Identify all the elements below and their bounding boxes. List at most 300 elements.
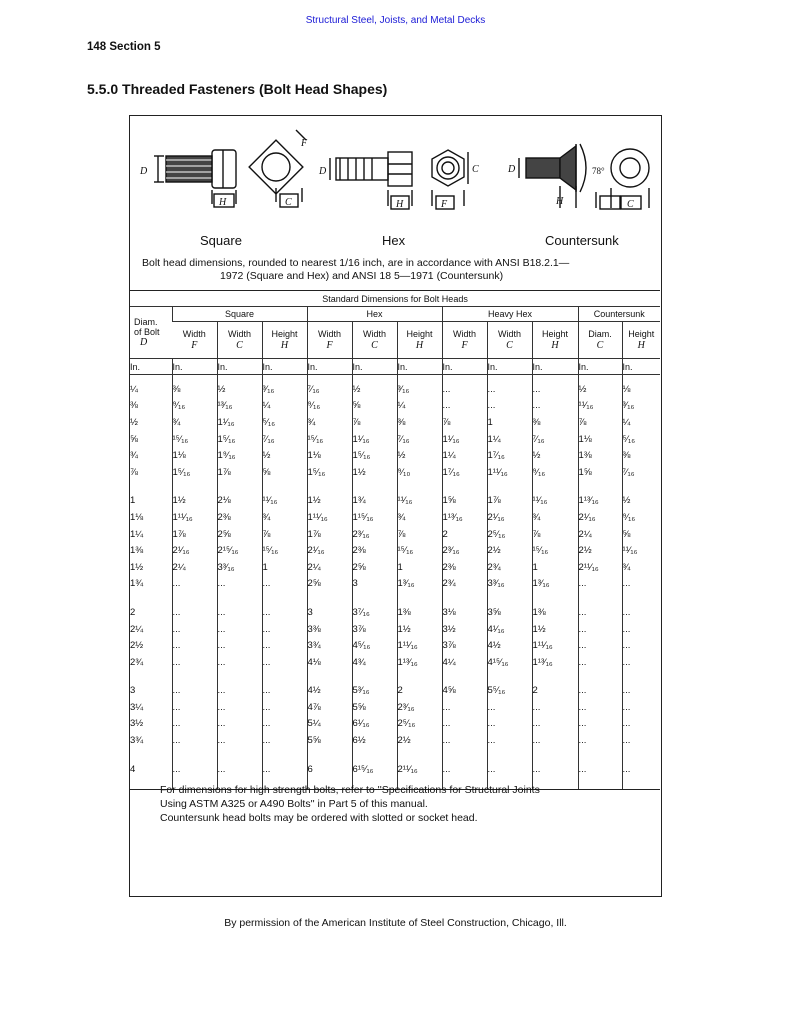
dimension-cell: ...	[532, 398, 578, 415]
dimension-cell: 1⁵⁄₁₆	[217, 431, 262, 448]
dimension-cell: ½	[262, 447, 307, 464]
svg-text:C: C	[285, 197, 292, 208]
dimension-cell: 1	[487, 414, 532, 431]
column-header: Width F	[182, 329, 206, 351]
svg-text:F: F	[301, 138, 308, 149]
permission-credit: By permission of the American Institute of Steel Construction, Chicago, Ill.	[224, 917, 567, 929]
dimension-cell: 2¼	[578, 526, 622, 543]
dimension-cell: ...	[172, 699, 217, 716]
dimension-cell: 2⅜	[442, 559, 487, 576]
dimension-cell: ¾	[262, 509, 307, 526]
dimension-cell: 2³⁄₁₆	[352, 526, 397, 543]
dimension-cell: 5⅝	[352, 699, 397, 716]
footnote-line-1: For dimensions for high strength bolts, refer to ''Specifications for Structural Joints	[160, 784, 540, 796]
label-d-square: D	[140, 166, 148, 177]
dimension-cell: ...	[578, 761, 622, 778]
unit-cell: In.	[130, 359, 172, 375]
dimension-cell: 1⅞	[217, 464, 262, 481]
dimension-cell: 2¹⁄₁₆	[307, 542, 352, 559]
dimension-cell: 2⅜	[217, 509, 262, 526]
dimension-cell: ⅜	[532, 414, 578, 431]
unit-cell: In.	[217, 359, 262, 375]
dimension-cell: ...	[622, 637, 660, 654]
dimension-cell: ½	[622, 493, 660, 510]
dimension-cell: ⅞	[442, 414, 487, 431]
dimension-cell: ...	[578, 637, 622, 654]
dimension-cell: 1¹³⁄₁₆	[397, 654, 442, 671]
unit-cell: In.	[532, 359, 578, 375]
dimension-cell: 1⅜	[578, 447, 622, 464]
dimension-cell: 3	[352, 576, 397, 593]
dimension-cell: ¹¹⁄₁₆	[262, 493, 307, 510]
dimension-cell: ...	[262, 637, 307, 654]
svg-text:H: H	[396, 199, 404, 210]
dimension-cell: ⅜	[397, 414, 442, 431]
dimension-cell: ¾	[622, 559, 660, 576]
dimension-cell: 3³⁄₁₆	[217, 559, 262, 576]
bolt-diameter-cell: 1	[130, 495, 136, 507]
dimension-cell: 1¹¹⁄₁₆	[397, 637, 442, 654]
dimension-cell: 4⅞	[307, 699, 352, 716]
table-row	[130, 604, 660, 621]
dimension-cell: 3¾	[307, 637, 352, 654]
dimension-cell: ...	[262, 604, 307, 621]
dimension-cell: 4½	[487, 637, 532, 654]
dimension-cell: ¾	[532, 509, 578, 526]
table-row	[130, 447, 660, 464]
shape-label-hex: Hex	[382, 233, 406, 248]
dimension-cell: ...	[622, 716, 660, 733]
bolt-diameter-cell: 1⅛	[130, 511, 144, 523]
dimension-cell: 1⅝	[442, 493, 487, 510]
dimension-cell: ¹⁵⁄₁₆	[307, 431, 352, 448]
dimension-cell: 2¼	[172, 559, 217, 576]
dimension-cell: ⁹⁄₁₀	[397, 464, 442, 481]
dimension-cell: ...	[487, 398, 532, 415]
dimension-cell: 1¼	[487, 431, 532, 448]
dimension-cell: 2	[442, 526, 487, 543]
dimension-cell: ...	[622, 732, 660, 749]
dimension-cell: ...	[172, 637, 217, 654]
dimension-cell: ...	[217, 683, 262, 700]
dimension-cell: ...	[442, 761, 487, 778]
dimension-cell: 2¾	[442, 576, 487, 593]
dimension-cell: ⅞	[262, 526, 307, 543]
column-header: Width F	[307, 322, 352, 359]
dimension-cell: ...	[442, 699, 487, 716]
page-number-section: 148 Section 5	[87, 41, 161, 53]
dimension-cell: 1⅝	[578, 464, 622, 481]
dimension-cell: 1³⁄₁₆	[532, 576, 578, 593]
dimension-cell: 4⅛	[307, 654, 352, 671]
dimension-cell: ¹¹⁄₁₆	[397, 493, 442, 510]
dimension-cell: ...	[217, 716, 262, 733]
dimension-cell: 3³⁄₁₆	[487, 576, 532, 593]
dimension-cell: ¼	[622, 414, 660, 431]
dimension-cell: 1⅜	[532, 604, 578, 621]
dimension-cell: 3½	[442, 621, 487, 638]
bolt-diameter-cell: ¼	[130, 383, 138, 395]
dimension-cell: ⅝	[622, 526, 660, 543]
dimension-cell: ⅜	[172, 381, 217, 398]
dimension-cell: 1¹⁄₁₆	[352, 431, 397, 448]
dimension-cell: ...	[532, 761, 578, 778]
dimension-cell: 1¾	[352, 493, 397, 510]
dimension-cell: 1¹¹⁄₁₆	[307, 509, 352, 526]
dimension-cell: ...	[442, 398, 487, 415]
dimension-cell: ¼	[397, 398, 442, 415]
table-row	[130, 654, 660, 671]
dimension-cell: 4¹⁄₁₆	[487, 621, 532, 638]
column-header: Height H	[532, 322, 578, 359]
dimension-cell: 5⁵⁄₁₆	[487, 683, 532, 700]
dimension-cell: 6	[307, 761, 352, 778]
dimension-cell: 4¹⁵⁄₁₆	[487, 654, 532, 671]
dimension-cell: 1⅞	[172, 526, 217, 543]
unit-cell: In.	[172, 359, 217, 375]
dimension-cell: 3⅞	[352, 621, 397, 638]
dimension-cell: ...	[262, 732, 307, 749]
dimension-cell: 1½	[397, 621, 442, 638]
dimension-cell: ...	[532, 716, 578, 733]
dimension-cell: 2¹¹⁄₁₆	[397, 761, 442, 778]
dimension-cell: 2¹⁵⁄₁₆	[217, 542, 262, 559]
dimension-cell: ³⁄₁₆	[262, 381, 307, 398]
dimension-cell: 1⅛	[172, 447, 217, 464]
dimension-cell: ...	[172, 683, 217, 700]
unit-cell: In.	[307, 359, 352, 375]
dimension-cell: 1¼	[442, 447, 487, 464]
dimension-cell: ³⁄₁₆	[397, 381, 442, 398]
unit-cell: In.	[487, 359, 532, 375]
table-row	[130, 576, 660, 593]
dimension-cell: 3⅜	[307, 621, 352, 638]
dimension-cell: 2⅜	[352, 542, 397, 559]
table-row	[130, 509, 660, 526]
square-head-top-icon	[249, 130, 306, 207]
dimension-cell: ¹¹⁄₁₆	[622, 542, 660, 559]
dimension-cell: 1⅛	[578, 431, 622, 448]
dimension-cell: 2½	[397, 732, 442, 749]
dimension-cell: 1	[532, 559, 578, 576]
dimension-cell: 2¹⁄₁₆	[172, 542, 217, 559]
dimension-cell: ½	[217, 381, 262, 398]
dimension-cell: ⁷⁄₁₆	[307, 381, 352, 398]
dimension-cell: ...	[622, 604, 660, 621]
dimension-cell: 2³⁄₁₆	[397, 699, 442, 716]
table-body	[130, 375, 660, 790]
dimension-cell: 4⁵⁄₁₆	[352, 637, 397, 654]
table-row	[130, 526, 660, 543]
dimension-cell: 1⅜	[397, 604, 442, 621]
table-row	[130, 621, 660, 638]
dimension-cell: 2³⁄₁₆	[442, 542, 487, 559]
footnote-line-2: Using ASTM A325 or A490 Bolts'' in Part 5 of this manual.	[160, 798, 428, 810]
dimension-cell: 1⁷⁄₁₆	[442, 464, 487, 481]
svg-text:C: C	[627, 199, 634, 210]
table-row	[130, 732, 660, 749]
dimension-cell: ...	[622, 621, 660, 638]
dimension-cell: ...	[217, 621, 262, 638]
column-header: Height H	[262, 322, 307, 359]
dimension-cell: 4⅝	[442, 683, 487, 700]
bolt-diameter-cell: ⅜	[130, 400, 138, 412]
dimension-cell: 3⅛	[442, 604, 487, 621]
dimension-cell: ...	[578, 683, 622, 700]
bolt-diameter-cell: 2	[130, 606, 136, 618]
column-header: Width C	[487, 322, 532, 359]
bolt-diameter-cell: 1¾	[130, 578, 144, 590]
dimension-cell: ¹¹⁄₁₆	[578, 398, 622, 415]
dimension-cell: ⅞	[397, 526, 442, 543]
countersunk-bolt-side-icon	[519, 144, 620, 209]
dimension-cell: ¼	[262, 398, 307, 415]
dimension-cell: ⁷⁄₁₆	[622, 464, 660, 481]
dimension-cell: 1¹⁄₁₆	[217, 414, 262, 431]
svg-text:C: C	[472, 164, 479, 175]
dimension-cell: ...	[442, 716, 487, 733]
table-row	[130, 637, 660, 654]
dimension-cell: 5⅝	[307, 732, 352, 749]
table-row	[130, 542, 660, 559]
svg-text:F: F	[441, 199, 448, 210]
figure-footnote	[160, 783, 650, 825]
dimension-cell: 6½	[352, 732, 397, 749]
bolt-dimensions-table	[130, 290, 660, 790]
bolt-diameter-cell: 3½	[130, 718, 144, 730]
dimension-cell: ⅝	[352, 398, 397, 415]
group-hex: Hex	[307, 307, 442, 322]
dimension-cell: ...	[532, 699, 578, 716]
dimension-cell: 3⁷⁄₁₆	[352, 604, 397, 621]
svg-text:78°: 78°	[592, 166, 605, 176]
bolt-diameter-cell: 1⅜	[130, 545, 144, 557]
dimension-cell: ⁷⁄₁₆	[262, 431, 307, 448]
table-row	[130, 716, 660, 733]
dimension-cell: ...	[487, 381, 532, 398]
dimension-cell: 5¼	[307, 716, 352, 733]
hex-head-top-icon	[432, 150, 468, 209]
unit-cell: In.	[397, 359, 442, 375]
dimension-cell: ³⁄₁₆	[622, 398, 660, 415]
dimension-cell: ...	[262, 683, 307, 700]
table-row	[130, 414, 660, 431]
diam-header: Diam. of Bolt D	[130, 307, 172, 359]
dimension-cell: 2¼	[307, 559, 352, 576]
group-countersunk: Countersunk	[578, 307, 660, 322]
bolt-diameter-cell: 1¼	[130, 528, 144, 540]
dimension-cell: ...	[217, 604, 262, 621]
table-row	[130, 683, 660, 700]
dimension-cell: 1⁷⁄₁₆	[487, 447, 532, 464]
units-row	[130, 359, 660, 375]
table-row	[130, 493, 660, 510]
dimension-cell: 1¹⁄₁₆	[442, 431, 487, 448]
dimension-cell: 3⅝	[487, 604, 532, 621]
dimension-cell: ...	[442, 732, 487, 749]
dimension-cell: 1¹³⁄₁₆	[578, 493, 622, 510]
dimension-cell: ¹⁵⁄₁₆	[532, 542, 578, 559]
dimension-cell: ...	[262, 699, 307, 716]
table-row	[130, 431, 660, 448]
unit-cell: In.	[262, 359, 307, 375]
dimension-cell: ...	[172, 732, 217, 749]
dimension-cell: ...	[622, 576, 660, 593]
dimension-cell: 1½	[532, 621, 578, 638]
bolt-diameter-cell: 3	[130, 685, 136, 697]
note-line-1: Bolt head dimensions, rounded to nearest 1/16 inch, are in accordance with ANSI B18.2.1—	[142, 257, 570, 269]
column-header: Height H	[622, 322, 660, 359]
dimension-cell: ½	[352, 381, 397, 398]
table-row	[130, 464, 660, 481]
dimension-cell: ...	[487, 716, 532, 733]
dimension-cell: ...	[578, 654, 622, 671]
dimension-cell: ...	[262, 761, 307, 778]
dimension-cell: ...	[172, 716, 217, 733]
dimension-cell: ...	[487, 699, 532, 716]
dimension-cell: 4¾	[352, 654, 397, 671]
dimension-cell: ...	[172, 621, 217, 638]
unit-cell: In.	[622, 359, 660, 375]
dimension-cell: ...	[262, 716, 307, 733]
dimension-cell: 1⁵⁄₁₆	[352, 447, 397, 464]
dimension-cell: 1¹³⁄₁₆	[442, 509, 487, 526]
dimension-cell: ...	[532, 381, 578, 398]
dimension-cell: 2½	[578, 542, 622, 559]
dimension-cell: 1	[397, 559, 442, 576]
dimension-cell: ...	[217, 732, 262, 749]
dimension-cell: 1	[262, 559, 307, 576]
dimension-cell: 2¾	[487, 559, 532, 576]
unit-cell: In.	[442, 359, 487, 375]
table-title: Standard Dimensions for Bolt Heads	[130, 291, 660, 307]
bolt-diameter-cell: ⅞	[130, 466, 138, 478]
unit-cell: In.	[578, 359, 622, 375]
bolt-diameter-cell: 4	[130, 763, 136, 775]
dimension-cell: ½	[578, 381, 622, 398]
dimension-cell: ...	[532, 732, 578, 749]
column-header: Diam. C	[578, 322, 622, 359]
dimension-cell: ¹¹⁄₁₆	[532, 493, 578, 510]
group-heavy-hex: Heavy Hex	[442, 307, 578, 322]
dimension-cell: ⁷⁄₁₆	[397, 431, 442, 448]
bolt-diameter-cell: 3¼	[130, 701, 144, 713]
dimension-cell: 1¹³⁄₁₆	[532, 654, 578, 671]
svg-text:H: H	[219, 197, 227, 208]
dimension-cell: 3	[307, 604, 352, 621]
dimension-cell: ¹⁵⁄₁₆	[262, 542, 307, 559]
unit-cell: In.	[352, 359, 397, 375]
dimension-cell: 1³⁄₁₆	[397, 576, 442, 593]
bolt-diameter-cell: 2½	[130, 640, 144, 652]
shape-label-countersunk: Countersunk	[545, 233, 619, 248]
dimension-cell: ⁵⁄₁₆	[622, 431, 660, 448]
dimension-cell: 2½	[487, 542, 532, 559]
dimension-cell: ...	[622, 683, 660, 700]
table-row	[130, 398, 660, 415]
dimension-cell: 2¹¹⁄₁₆	[578, 559, 622, 576]
running-header: Structural Steel, Joists, and Metal Decks	[305, 15, 486, 26]
dimension-cell: 4¼	[442, 654, 487, 671]
dimension-cell: ...	[578, 576, 622, 593]
dimension-cell: 2⁵⁄₁₆	[397, 716, 442, 733]
dimension-cell: ...	[217, 637, 262, 654]
dimension-cell: 2⅝	[352, 559, 397, 576]
dimension-cell: ...	[262, 576, 307, 593]
dimension-cell: ⅜	[622, 447, 660, 464]
table-row	[130, 381, 660, 398]
dimension-cell: 4½	[307, 683, 352, 700]
dimension-cell: ...	[487, 732, 532, 749]
dimension-cell: 1⅛	[307, 447, 352, 464]
label-d-countersunk: D	[508, 164, 516, 175]
note-line-2: 1972 (Square and Hex) and ANSI 18 5—1971 (Countersunk)	[220, 270, 504, 282]
bolt-diameter-cell: ½	[130, 416, 138, 428]
svg-text:H: H	[556, 196, 564, 207]
dimension-cell: 1¹⁵⁄₁₆	[352, 509, 397, 526]
dimension-cell: 1½	[352, 464, 397, 481]
column-header: Width C	[217, 322, 262, 359]
bolt-diameter-cell: 2¼	[130, 623, 144, 635]
dimension-cell: ⁷⁄₁₆	[532, 431, 578, 448]
dimension-cell: 2⁵⁄₁₆	[487, 526, 532, 543]
dimension-cell: 2	[397, 683, 442, 700]
dimension-cell: 2¹⁄₁₆	[487, 509, 532, 526]
dimension-cell: 1⅞	[487, 493, 532, 510]
dimension-cell: ⁹⁄₁₆	[172, 398, 217, 415]
dimension-cell: ...	[262, 654, 307, 671]
column-header: Width F	[442, 322, 487, 359]
dimension-cell: ½	[397, 447, 442, 464]
dimension-cell: ...	[578, 699, 622, 716]
dimension-cell: ...	[578, 732, 622, 749]
dimension-cell: ...	[578, 604, 622, 621]
table-row	[130, 559, 660, 576]
dimension-cell: 2⅛	[217, 493, 262, 510]
dimension-cell: ...	[487, 761, 532, 778]
dimension-cell: ...	[622, 761, 660, 778]
label-d-hex: D	[319, 166, 327, 177]
bolt-diameter-cell: ⅝	[130, 433, 138, 445]
dimension-cell: ⅛	[622, 381, 660, 398]
dimension-cell: ...	[172, 604, 217, 621]
dimension-cell: 1⁹⁄₁₆	[217, 447, 262, 464]
table-row	[130, 699, 660, 716]
dimension-cell: ¾	[172, 414, 217, 431]
bolt-head-figure	[129, 115, 662, 897]
dimension-cell: ...	[262, 621, 307, 638]
dimension-cell: ...	[172, 654, 217, 671]
dimension-cell: 2⅝	[307, 576, 352, 593]
dimension-cell: 6¹⁄₁₆	[352, 716, 397, 733]
dimension-cell: ⅞	[578, 414, 622, 431]
dimension-cell: ...	[622, 654, 660, 671]
dimension-cell: ...	[172, 761, 217, 778]
dimension-cell: ...	[172, 576, 217, 593]
dimension-cell: ⁹⁄₁₆	[622, 509, 660, 526]
dimension-cell: ¹⁵⁄₁₆	[397, 542, 442, 559]
figure-note	[142, 257, 652, 283]
dimension-cell: ...	[578, 716, 622, 733]
bolt-diameter-cell: ¾	[130, 450, 138, 462]
dimension-cell: ...	[217, 699, 262, 716]
dimension-cell: ½	[532, 447, 578, 464]
column-header: Width C	[352, 322, 397, 359]
dimension-cell: 1¹¹⁄₁₆	[172, 509, 217, 526]
dimension-cell: 5³⁄₁₆	[352, 683, 397, 700]
dimension-cell: 1⁵⁄₁₆	[307, 464, 352, 481]
dimension-cell: ⅞	[532, 526, 578, 543]
